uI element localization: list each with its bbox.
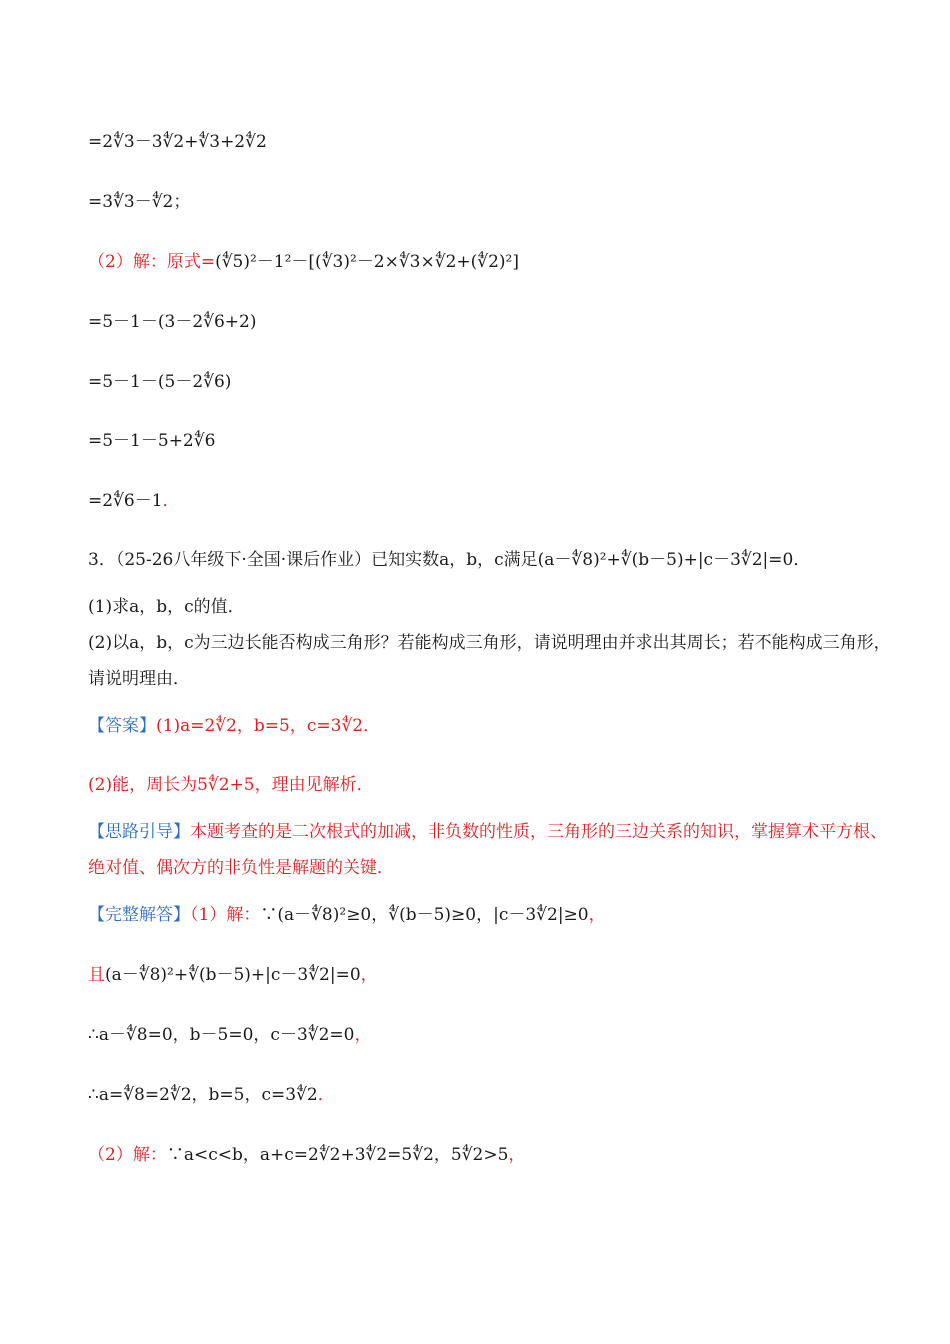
solution-line-3-expression: ∴a－∜8=0，b－5=0，c－3∜2=0 bbox=[88, 1025, 355, 1045]
part2-label: （2）解：原式= bbox=[88, 252, 216, 272]
solution-line-1-expression: ∵(a－∜8)²≥0，∜(b－5)≥0，|c－3∜2|≥0 bbox=[260, 905, 589, 925]
step-line-2: =3∜3－∜2； bbox=[88, 192, 191, 212]
answer-part1: (1)a=2∜2，b=5，c=3∜2． bbox=[156, 716, 381, 736]
solution-line-4-expression: ∴a=∜8=2∜2，b=5，c=3∜2 bbox=[88, 1085, 318, 1105]
step-line-4: =5－1－(3－2∜6+2) bbox=[88, 312, 257, 332]
solution-line-1 bbox=[88, 904, 606, 926]
answer-line-1 bbox=[88, 715, 380, 737]
solution-line-2-expression: (a－∜8)²+∜(b－5)+|c－3∜2|=0 bbox=[105, 965, 361, 985]
solution-line-4-end: ． bbox=[317, 1085, 335, 1105]
part2-expression: (∜5)²－1²－[(∜3)²－2×∜3×∜2+(∜2)²] bbox=[215, 252, 519, 272]
answer-tag: 【答案】 bbox=[88, 716, 156, 736]
solution-part1-label: （1）解： bbox=[190, 905, 261, 925]
question-3-part2-line1: (2)以a，b，c为三边长能否构成三角形？若能构成三角形，请说明理由并求出其周长；若不能构成三角形， bbox=[88, 633, 891, 653]
solution-line-3 bbox=[88, 1024, 371, 1046]
step-line-7-period: ． bbox=[162, 491, 180, 511]
hint-tag: 【思路引导】 bbox=[88, 822, 190, 842]
step-line-5: =5－1－(5－2∜6) bbox=[88, 372, 232, 392]
solution-line-1-end: ， bbox=[588, 905, 606, 925]
solution-part2-label: （2）解： bbox=[88, 1145, 167, 1165]
question-3-part2-line2: 请说明理由． bbox=[88, 669, 190, 689]
solution-line-5-end: ， bbox=[508, 1145, 526, 1165]
solution-line-4 bbox=[88, 1084, 335, 1106]
solution-line-2 bbox=[88, 964, 378, 986]
solution-line-5 bbox=[88, 1144, 525, 1166]
solution-line-2-end: ， bbox=[360, 965, 378, 985]
solution-line-5-expression: ∵a<c<b，a+c=2∜2+3∜2=5∜2，5∜2>5 bbox=[166, 1145, 509, 1165]
question-3-part1: (1)求a，b，c的值． bbox=[88, 597, 245, 617]
solution-line-3-end: ， bbox=[354, 1025, 372, 1045]
step-line-1: =2∜3－3∜2+∜3+2∜2 bbox=[88, 132, 267, 152]
hint-line-1 bbox=[88, 821, 887, 843]
solution-line-2-label: 且 bbox=[88, 965, 105, 985]
solution-tag: 【完整解答】 bbox=[88, 905, 190, 925]
question-3-head: 3．（25-26八年级下·全国·课后作业）已知实数a，b，c满足(a－∜8)²+∜(b－5)+|c－3∜2|=0． bbox=[88, 550, 811, 570]
answer-part2: (2)能，周长为5∜2+5，理由见解析． bbox=[88, 775, 374, 795]
hint-text-1: 本题考查的是二次根式的加减，非负数的性质，三角形的三边关系的知识，掌握算术平方根、 bbox=[190, 822, 887, 842]
step-line-3 bbox=[88, 251, 519, 273]
step-line-7-expression: =2∜6－1 bbox=[88, 491, 163, 511]
step-line-6: =5－1－5+2∜6 bbox=[88, 431, 216, 451]
hint-text-2: 绝对值、偶次方的非负性是解题的关键． bbox=[88, 858, 394, 878]
step-line-7 bbox=[88, 490, 180, 512]
